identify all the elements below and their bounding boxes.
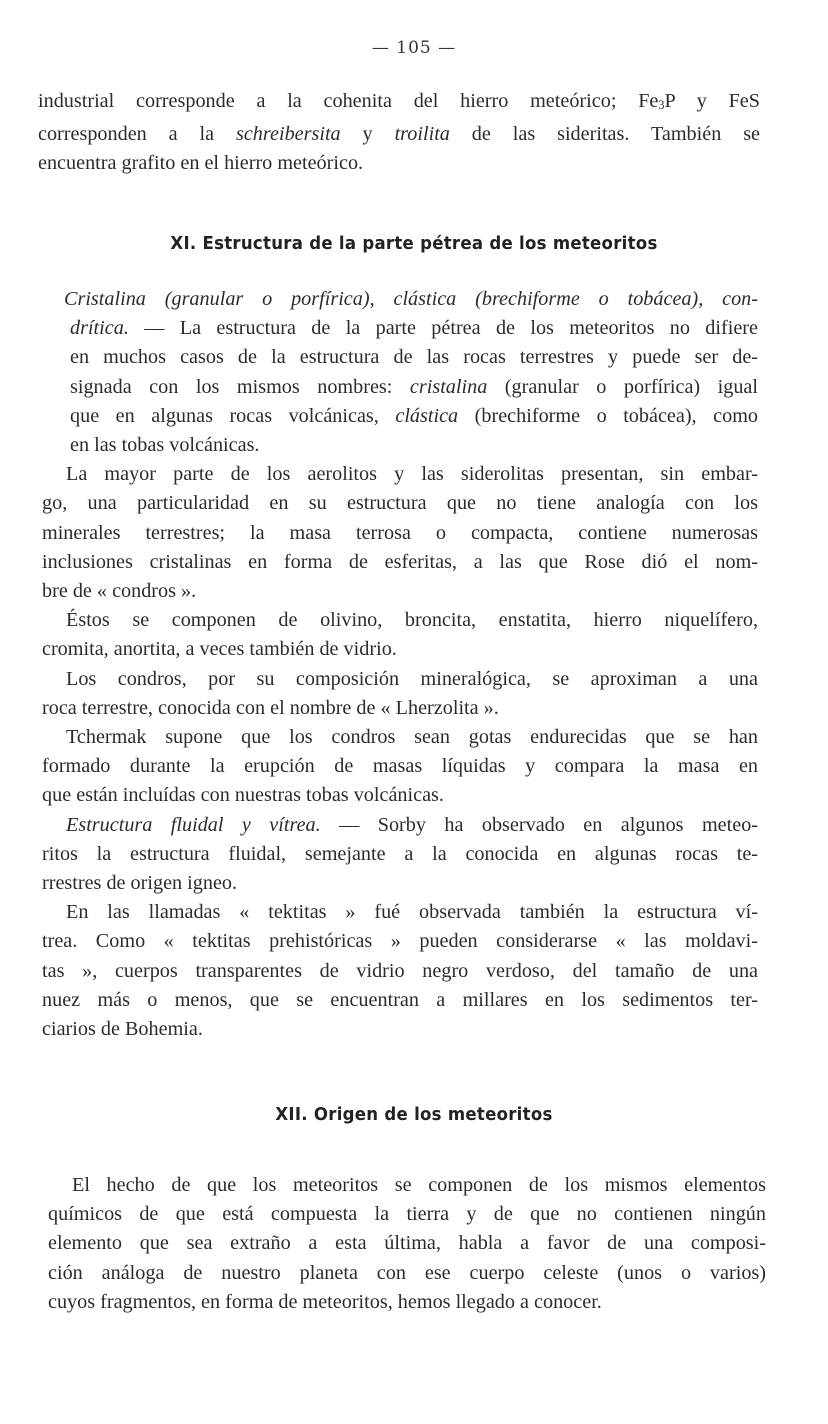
text-line: cuyos fragmentos, en forma de meteoritos, hemos llegado a conocer.	[48, 1290, 602, 1313]
text-line: elemento que sea extraño a esta última, habla a favor de una composi-	[48, 1232, 766, 1255]
text-line: go, una particularidad en su estructura que no tiene analogía con los	[42, 492, 758, 515]
paragraph-fluidal	[42, 811, 758, 899]
italic-term: clástica	[395, 404, 459, 427]
text-line: Los condros, por su composición mineralógica, se aproximan a una	[66, 667, 758, 690]
text-line	[42, 314, 758, 343]
text-run: que en algunas rocas volcánicas,	[70, 404, 396, 427]
text-line: minerales terrestres; la masa terrosa o compacta, contiene numerosas	[42, 521, 758, 544]
text-run: 3	[658, 97, 665, 112]
text-line: cromita, anortita, a veces también de vidrio.	[42, 638, 397, 661]
text-run: y	[340, 123, 395, 146]
text-line: ción análoga de nuestro planeta con ese cuerpo celeste (unos o varios)	[48, 1261, 766, 1284]
term-schreibersita: schreibersita	[235, 123, 341, 146]
text-line: tas », cuerpos transparentes de vidrio negro verdoso, del tamaño de una	[42, 959, 758, 982]
intro-paragraph	[38, 87, 760, 178]
text-line: rrestres de origen igneo.	[42, 872, 238, 895]
text-line: En las llamadas « tektitas » fué observada también la estructura ví-	[66, 901, 758, 924]
text-line	[42, 811, 758, 840]
text-line: trea. Como « tektitas prehistóricas » pueden considerarse « las moldavi-	[42, 930, 758, 953]
text-line: formado durante la erupción de masas líquidas y compara la masa en	[42, 755, 758, 778]
text-line: encuentra grafito en el hierro meteórico.	[38, 152, 364, 175]
paragraph-composition	[42, 606, 758, 664]
text-run: industrial corresponde a la cohenita del hierro meteórico; Fe	[38, 90, 659, 112]
text-line: ciarios de Bohemia.	[42, 1018, 203, 1041]
text-run: de las sideritas. También se	[449, 123, 761, 146]
text-line: en muchos casos de la estructura de las rocas terrestres y puede ser de-	[70, 346, 758, 369]
text-line: roca terrestre, conocida con el nombre de « Lherzolita ».	[42, 696, 499, 719]
section-heading-xii: XII. Origen de los meteoritos	[275, 1104, 553, 1125]
paragraph-tektitas	[42, 898, 758, 1044]
text-line: ritos la estructura fluidal, semejante a la conocida en algunas rocas te-	[42, 842, 758, 865]
italic-term: drítica.	[70, 317, 129, 340]
text-line	[42, 285, 758, 314]
text-run: (granular o porfírica) igual	[487, 375, 759, 398]
text-run: — La estructura de la parte pétrea de los meteoritos no difiere	[128, 317, 758, 340]
paragraph-origen	[48, 1171, 766, 1317]
section-xi-body	[42, 285, 758, 1044]
text-line: El hecho de que los meteoritos se componen de los mismos elementos	[72, 1174, 766, 1196]
text-line: en las tobas volcánicas.	[70, 434, 260, 457]
term-troilita: troilita	[394, 123, 450, 146]
paragraph-tchermak	[42, 723, 758, 811]
italic-term: Estructura fluidal y vítrea.	[66, 813, 321, 836]
text-run: corresponden a la	[38, 123, 236, 146]
text-line: bre de « condros ».	[42, 580, 197, 603]
text-line: que están incluídas con nuestras tobas volcánicas.	[42, 784, 444, 807]
section-xii-body	[48, 1171, 766, 1317]
section-heading-xi: XI. Estructura de la parte pétrea de los meteoritos	[170, 233, 658, 254]
text-run: signada con los mismos nombres:	[70, 375, 410, 398]
text-line: Tchermak supone que los condros sean gotas endurecidas que se han	[66, 726, 758, 749]
text-run: (brechiforme o tobácea), como	[458, 404, 758, 427]
text-line: Éstos se componen de olivino, broncita, enstatita, hierro niquelífero,	[66, 609, 758, 632]
text-run: P y FeS	[664, 90, 760, 112]
paragraph-condros	[42, 460, 758, 606]
text-line: químicos de que está compuesta la tierra y de que no contienen ningún	[48, 1203, 766, 1226]
italic-term: Cristalina (granular o porfírica), clástica (brechiforme o tobácea), con-	[64, 288, 758, 310]
text-line: nuez más o menos, que se encuentran a millares en los sedimentos ter-	[42, 988, 758, 1011]
text-line	[38, 87, 760, 120]
italic-term: cristalina	[409, 375, 488, 398]
text-line	[38, 120, 760, 149]
paragraph-lherzolita	[42, 665, 758, 723]
page-number: — 105 —	[371, 38, 457, 58]
text-line: inclusiones cristalinas en forma de esferitas, a las que Rose dió el nom-	[42, 550, 758, 573]
text-line	[42, 373, 758, 402]
paragraph-structure-types	[42, 285, 758, 460]
text-line: La mayor parte de los aerolitos y las siderolitas presentan, sin embar-	[66, 463, 758, 486]
text-line	[42, 402, 758, 431]
text-run: — Sorby ha observado en algunos meteo-	[320, 813, 759, 836]
